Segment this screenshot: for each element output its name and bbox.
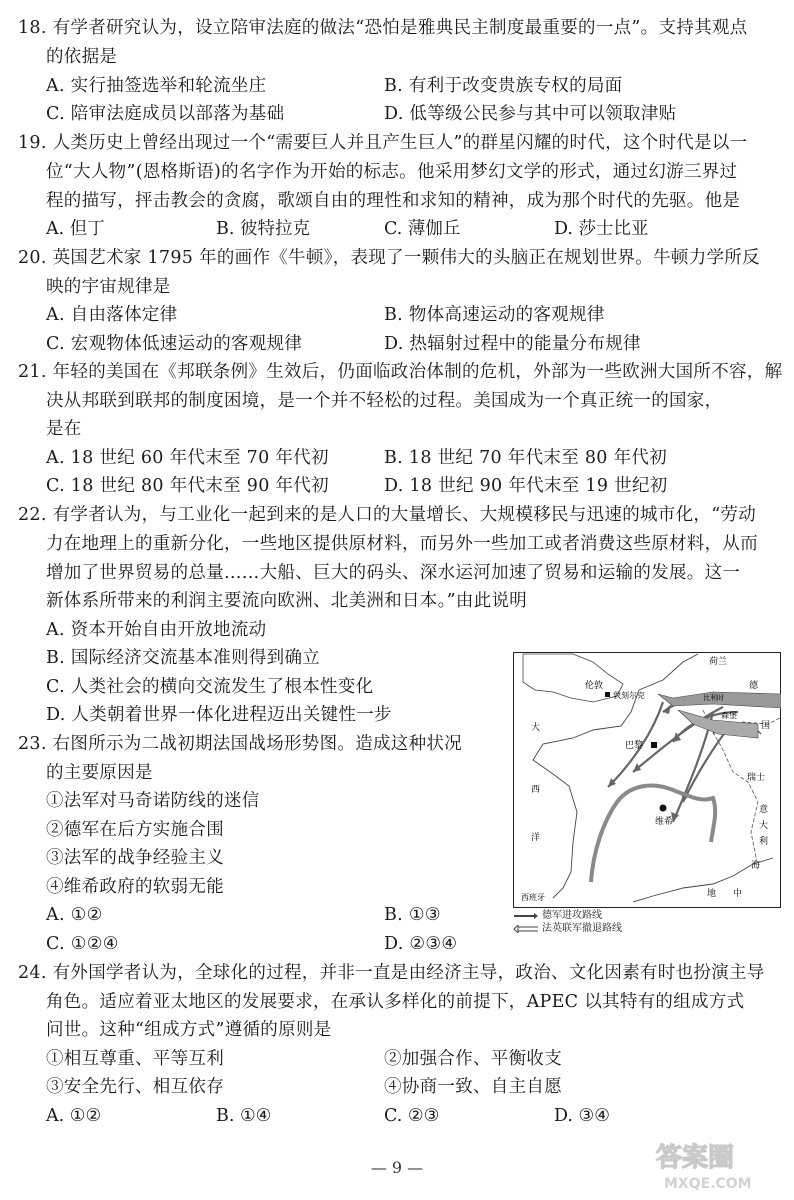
question-21-stem: 21. 年轻的美国在《邦联条例》生效后，仍面临政治体制的危机，外部为一些欧洲大国所不容，解 [18,362,783,382]
map-legend [513,909,622,935]
question-21-stem-cont-2: 是在 [46,419,82,439]
label-italy-li: 利 [759,837,769,847]
label-luxembourg: 森堡 [721,711,737,720]
legend-attack-label: 德军进攻路线 [542,910,602,921]
page-number: — 9 — [370,1158,424,1177]
question-20-option-b: B. 物体高速运动的客观规律 [384,305,605,325]
label-london: 伦敦 [585,681,604,691]
question-23-item-2: ②德军在后方实施合围 [46,820,224,840]
question-20-stem: 20. 英国艺术家 1795 年的画作《牛顿》，表现了一颗伟大的头脑正在规划世界。牛顿力学所反 [18,248,760,268]
legend-attack-row [513,909,622,922]
question-23-option-d: D. ②③④ [384,934,458,954]
label-spain: 西班牙 [521,893,545,902]
question-19-option-a: A. 但丁 [46,219,105,239]
question-24-option-c: C. ②③ [384,1106,440,1126]
question-21-stem-cont-1: 决从邦联到联邦的制度困境，是一个并不轻松的过程。美国成为一个真正统一的国家， [46,391,723,411]
label-atlantic-xi: 西 [531,785,541,795]
question-23-option-b: B. ①③ [384,905,441,925]
question-21-option-b: B. 18 世纪 70 年代末至 80 年代初 [384,448,668,468]
question-19-stem-cont-1: 位“大人物”(恩格斯语)的名字作为开始的标志。他采用梦幻文学的形式，通过幻游三界过 [46,162,738,182]
question-21-option-c: C. 18 世纪 80 年代末至 90 年代初 [46,476,329,496]
question-22-stem-cont-2: 增加了世界贸易的总量……大船、巨大的码头、深水运河加速了贸易和运输的发展。这一 [46,563,741,583]
question-18-option-b: B. 有利于改变贵族专权的局面 [384,76,623,96]
attack-arrow-icon [513,912,539,920]
question-18-stem-cont: 的依据是 [46,47,118,67]
question-19-option-c: C. 薄伽丘 [384,219,461,239]
question-24-option-b: B. ①④ [216,1106,272,1126]
question-22-stem-cont-1: 力在地理上的重新分化，一些地区提供原材料，而另外一些加工或者消费这些原材料，从而 [46,534,758,554]
label-paris: 巴黎 [625,741,644,751]
question-23-option-a: A. ①② [46,905,103,925]
label-italy-yi: 意 [759,805,769,815]
question-21-option-a: A. 18 世纪 60 年代末至 70 年代初 [46,448,329,468]
question-18-option-a: A. 实行抽签选举和轮流坐庄 [46,76,267,96]
question-24-item-3: ③安全先行、相互依存 [46,1077,224,1097]
label-belgium: 比利时 [703,694,724,702]
question-19-stem-cont-2: 程的描写，抨击教会的贪腐，歌颂自由的理性和求知的精神，成为那个时代的先驱。他是 [46,191,741,211]
question-20-stem-cont: 映的宇宙规律是 [46,277,171,297]
question-18-option-d: D. 低等级公民参与其中可以领取津贴 [384,104,677,124]
question-24-item-2: ②加强合作、平衡收支 [384,1049,562,1069]
question-24-stem: 24. 有外国学者认为，全球化的过程，并非一直是由经济主导，政治、文化因素有时也扮演主导 [18,963,765,983]
question-20-option-d: D. 热辐射过程中的能量分布规律 [384,334,641,354]
question-24-item-1: ①相互尊重、平等互利 [46,1049,224,1069]
label-italy-da: 大 [759,821,769,831]
question-19-option-b: B. 彼特拉克 [216,219,310,239]
label-mediterranean-zhong: 中 [733,889,743,899]
label-atlantic-yang: 洋 [531,833,541,843]
label-netherlands: 荷兰 [709,657,728,667]
question-20-option-c: C. 宏观物体低速运动的客观规律 [46,334,303,354]
question-22-stem-cont-3: 新体系所带来的利润主要流向欧洲、北美洲和日本。”由此说明 [46,591,528,611]
london-marker [605,692,610,697]
label-germany-guo: 国 [761,721,771,731]
question-23-item-3: ③法军的战争经验主义 [46,848,224,868]
question-20-option-a: A. 自由落体定律 [46,305,178,325]
question-23-stem: 23. 右图所示为二战初期法国战场形势图。造成这种状况 [18,734,462,754]
question-18-option-c: C. 陪审法庭成员以部落为基础 [46,104,285,124]
vichy-marker [660,805,667,812]
question-24-stem-cont-2: 问世。这种“组成方式”遵循的原则是 [46,1020,332,1040]
watermark-cn-text: 答案圈 [656,1143,735,1173]
question-23-stem-cont: 的主要原因是 [46,763,153,783]
question-24-option-a: A. ①② [46,1106,102,1126]
question-24-option-d: D. ③④ [554,1106,610,1126]
legend-retreat-label: 法英联军撤退路线 [542,923,622,934]
watermark-en-text: MXQE.COM [664,1176,752,1192]
question-22-option-b: B. 国际经济交流基本准则得到确立 [46,648,321,668]
label-atlantic-da: 大 [531,723,541,733]
site-watermark [650,1136,780,1194]
label-dunkirk: 敦刻尔克 [613,691,645,700]
question-19-stem: 19. 人类历史上曾经出现过一个“需要巨人并且产生巨人”的群星闪耀的时代，这个时代是以一 [18,133,748,153]
question-22-option-d: D. 人类朝着世界一体化进程迈出关键性一步 [46,705,392,725]
label-sea-hai: 海 [751,861,761,871]
label-switzerland: 瑞士 [747,773,766,783]
question-22-stem: 22. 有学者认为，与工业化一起到来的是人口的大量增长、大规模移民与迅速的城市化，“劳动 [18,505,757,525]
question-22-option-c: C. 人类社会的横向交流发生了根本性变化 [46,677,374,697]
question-19-option-d: D. 莎士比亚 [554,219,649,239]
question-23-item-4: ④维希政府的软弱无能 [46,877,224,897]
france-battlefield-map [513,652,781,908]
question-22-option-a: A. 资本开始自由开放地流动 [46,620,267,640]
legend-retreat-row [513,922,622,935]
question-23-item-1: ①法军对马奇诺防线的迷信 [46,791,260,811]
paris-marker [651,742,657,748]
retreat-arrow-icon [513,925,539,933]
label-vichy: 维希 [655,817,674,827]
question-24-stem-cont-1: 角色。适应着亚太地区的发展要求，在承认多样化的前提下，APEC 以其特有的组成方式 [46,992,745,1012]
label-germany-de: 德 [749,681,759,691]
question-23-option-c: C. ①②④ [46,934,119,954]
question-18-stem: 18. 有学者研究认为，设立陪审法庭的做法“恐怕是雅典民主制度最重要的一点”。支持其观点 [18,18,748,38]
question-21-option-d: D. 18 世纪 90 年代末至 19 世纪初 [384,476,668,496]
question-24-item-4: ④协商一致、自主自愿 [384,1077,562,1097]
label-mediterranean-di: 地 [707,889,717,899]
